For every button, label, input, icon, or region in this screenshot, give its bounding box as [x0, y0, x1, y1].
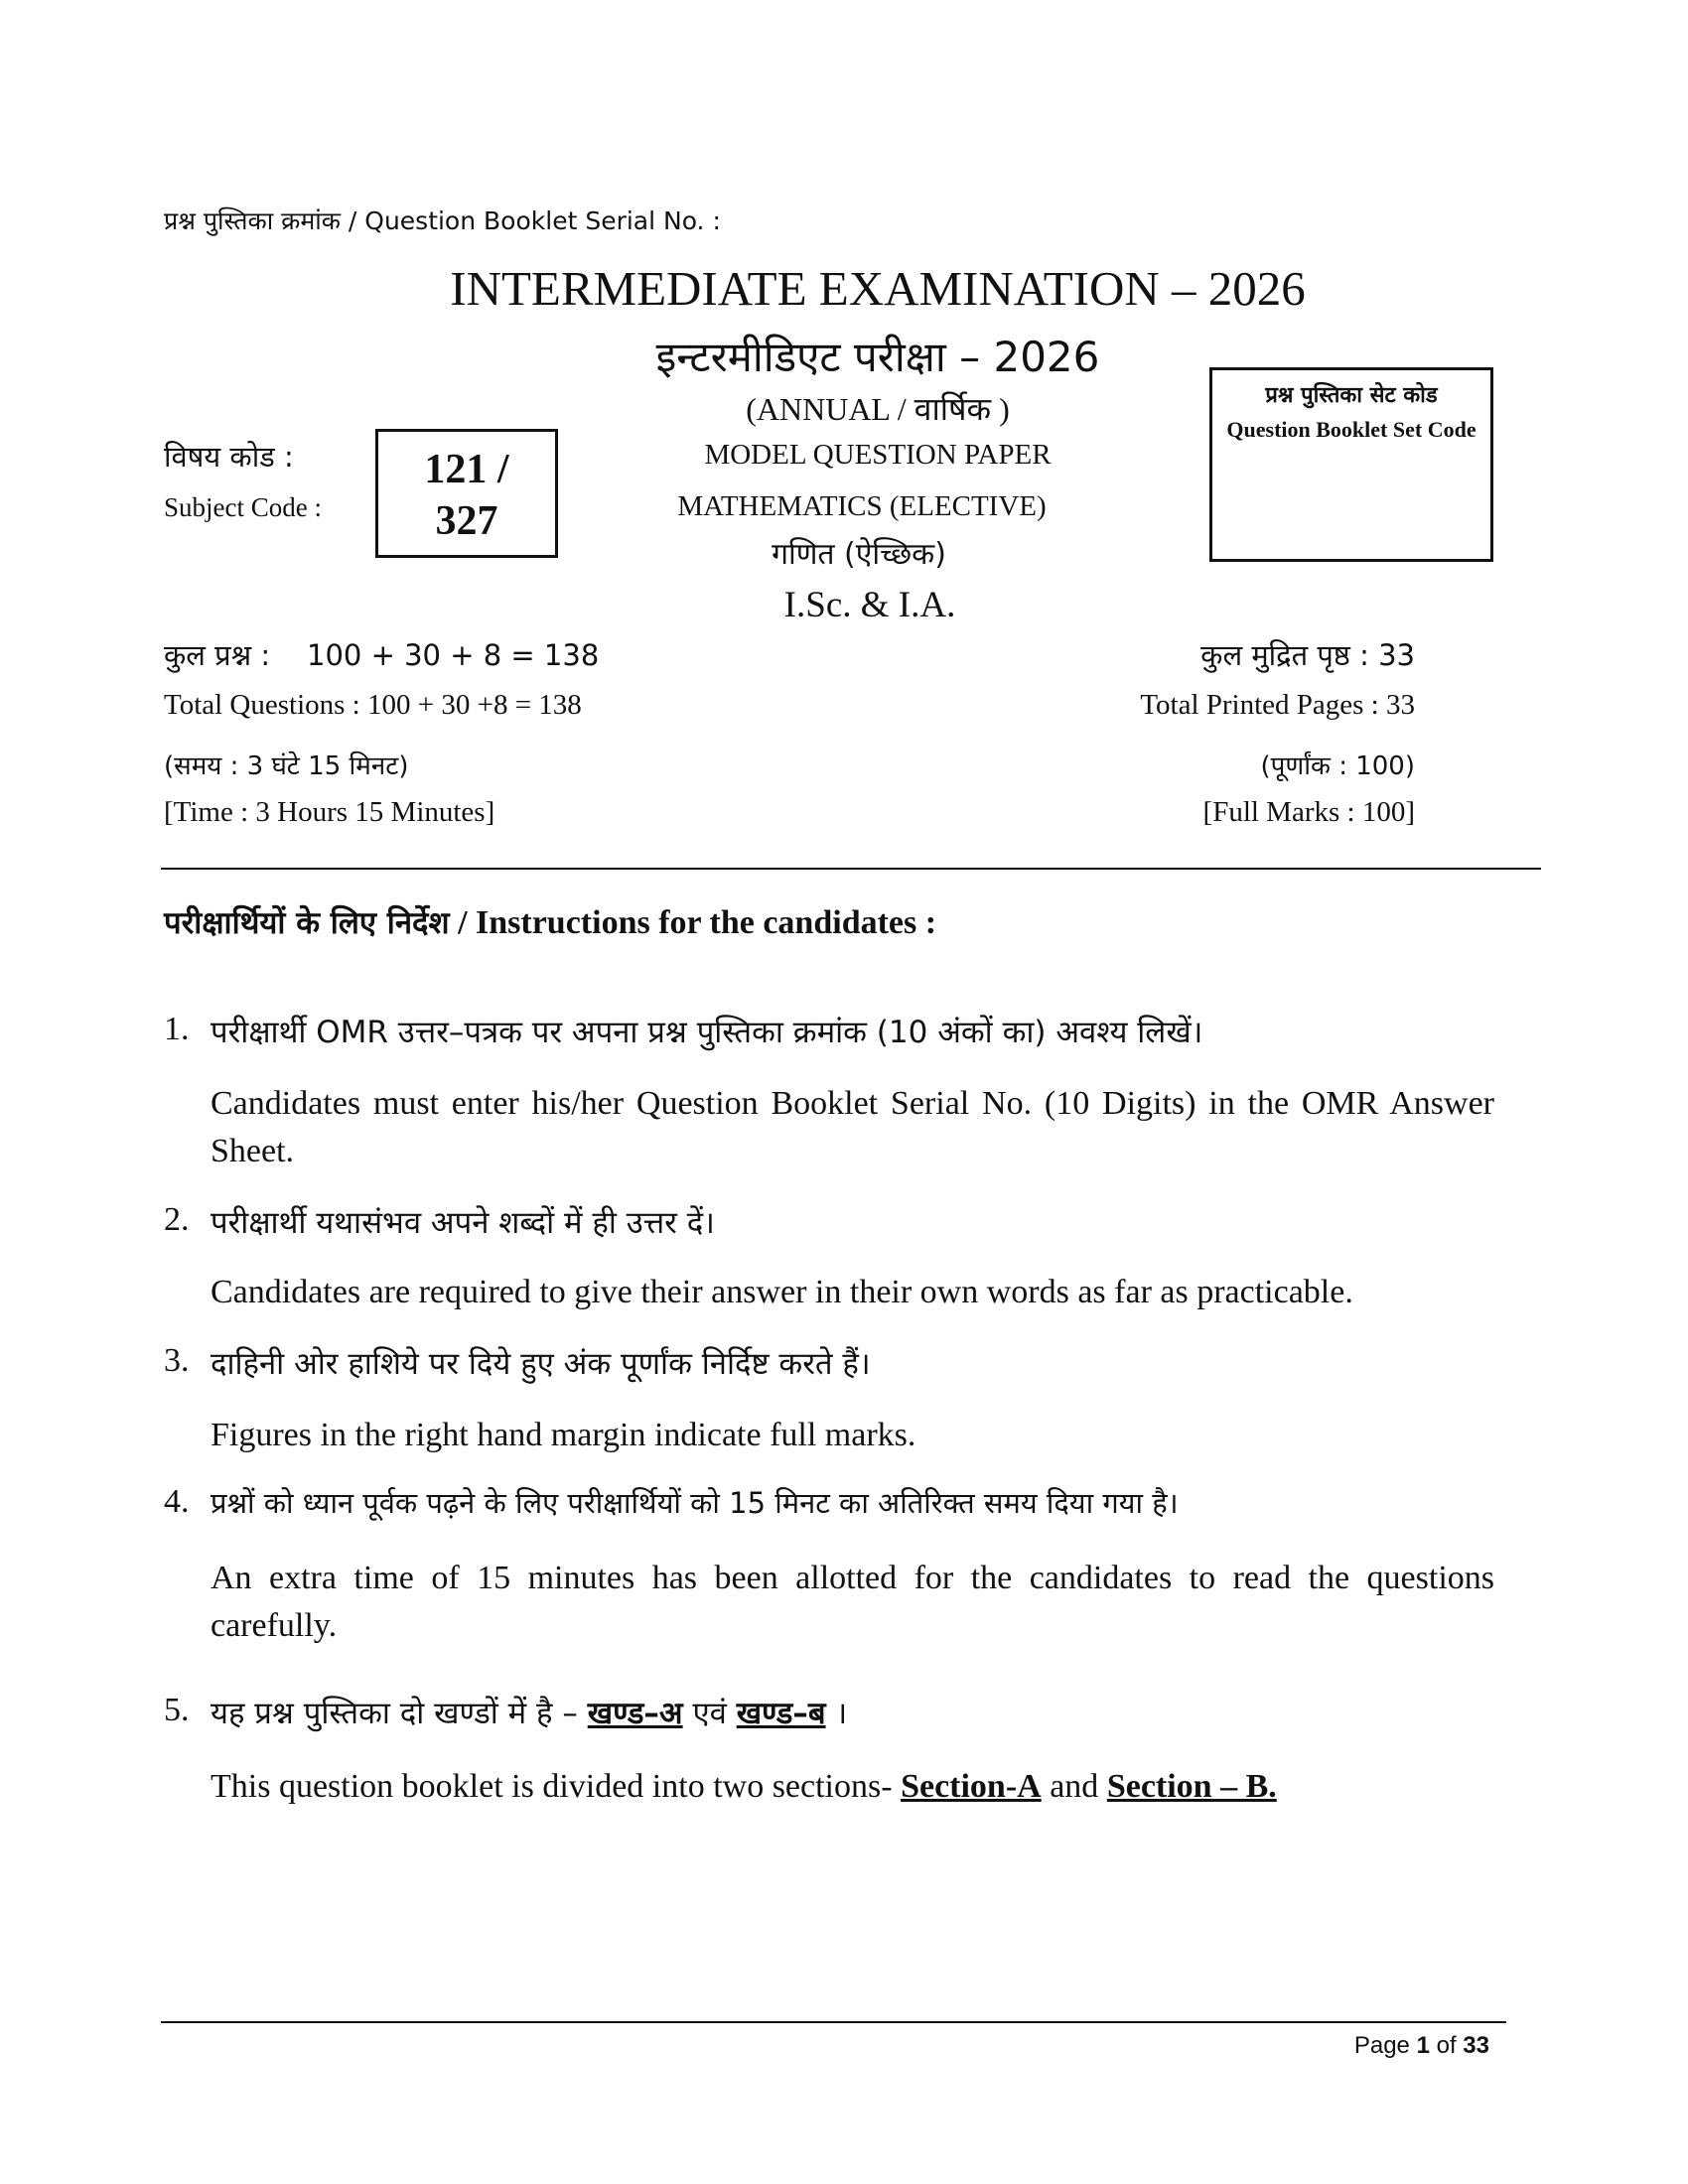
instruction-text-english: Candidates are required to give their answer in their own words as far as practicable.	[211, 1274, 1353, 1310]
subject-code-label-hindi: विषय कोड :	[164, 440, 294, 474]
total-questions-hindi: कुल प्रश्न : 100 + 30 + 8 = 138	[164, 638, 600, 672]
instruction-english-prefix: This question booklet is divided into two sections-	[211, 1768, 893, 1805]
of-word: of	[1436, 2032, 1457, 2059]
instruction-number: 3.	[164, 1342, 190, 1379]
section-a-hindi: खण्ड–अ	[587, 1696, 683, 1731]
instructions-heading	[164, 901, 936, 943]
instruction-number: 5.	[164, 1692, 190, 1728]
model-question-paper-label: MODEL QUESTION PAPER	[704, 439, 1052, 471]
section-b-hindi: खण्ड–ब	[736, 1696, 826, 1731]
instruction-text-english: Figures in the right hand margin indicate full marks.	[211, 1417, 916, 1453]
info-row-questions-hindi	[164, 635, 1415, 674]
total-pages-english: Total Printed Pages : 33	[1140, 689, 1415, 721]
full-marks-english: [Full Marks : 100]	[1202, 796, 1415, 828]
exam-title-hindi: इन्टरमीडिएट परीक्षा – 2026	[655, 333, 1100, 381]
instruction-text-hindi: दाहिनी ओर हाशिये पर दिये हुए अंक पूर्णांक निर्दिष्ट करते हैं।	[211, 1346, 871, 1382]
page-total: 33	[1463, 2032, 1489, 2059]
header-divider	[161, 868, 1541, 870]
set-code-label-hindi: प्रश्न पुस्तिका सेट कोड	[1265, 383, 1438, 408]
subject-name-hindi: गणित (ऐच्छिक)	[772, 537, 946, 572]
instruction-text-english: Candidates must enter his/her Question Booklet Serial No. (10 Digits) in the OMR Answer Sheet.	[211, 1085, 1494, 1169]
instructions-heading-hindi: परीक्षार्थियों के लिए निर्देश	[164, 905, 450, 941]
subject-code-label-english: Subject Code :	[164, 492, 322, 522]
time-english: [Time : 3 Hours 15 Minutes]	[164, 796, 495, 828]
info-row-questions-english	[164, 689, 1415, 722]
question-booklet-serial-label: प्रश्न पुस्तिका क्रमांक / Question Booklet Serial No. :	[164, 206, 721, 235]
instruction-text-english: An extra time of 15 minutes has been allotted for the candidates to read the questions carefully.	[211, 1560, 1494, 1644]
page-number	[1354, 2032, 1489, 2060]
total-questions-english: Total Questions : 100 + 30 +8 = 138	[164, 689, 582, 721]
instruction-text-hindi: प्रश्नों को ध्यान पूर्वक पढ़ने के लिए परीक्षार्थियों को 15 मिनट का अतिरिक्त समय दिया गया है।	[211, 1486, 1179, 1520]
booklet-set-code-box	[1209, 367, 1493, 562]
instruction-text-english	[211, 1763, 1494, 1811]
instruction-hindi-and: एवं	[692, 1696, 727, 1731]
exam-type: (ANNUAL / वार्षिक )	[746, 391, 1010, 427]
set-code-label-english: Question Booklet Set Code	[1226, 417, 1477, 442]
stream-label: I.Sc. & I.A.	[783, 585, 956, 625]
instructions-heading-english: / Instructions for the candidates :	[458, 904, 937, 941]
subject-code-line2: 327	[435, 498, 498, 544]
page-word: Page	[1353, 2032, 1410, 2059]
section-b-english: Section – B.	[1106, 1768, 1277, 1805]
instruction-hindi-prefix: यह प्रश्न पुस्तिका दो खण्डों में है –	[211, 1696, 578, 1731]
subject-name-english: MATHEMATICS (ELECTIVE)	[677, 490, 1047, 522]
time-hindi: (समय : 3 घंटे 15 मिनट)	[164, 751, 409, 781]
footer-divider	[161, 2021, 1506, 2023]
exam-title-english: INTERMEDIATE EXAMINATION – 2026	[450, 261, 1306, 316]
full-marks-hindi: (पूर्णांक : 100)	[1260, 751, 1415, 781]
total-pages-hindi: कुल मुद्रित पृष्ठ : 33	[1200, 638, 1415, 672]
instruction-number: 1.	[164, 1011, 190, 1047]
instruction-number: 2.	[164, 1201, 190, 1238]
instruction-text-hindi: परीक्षार्थी यथासंभव अपने शब्दों में ही उत्तर दें।	[211, 1205, 715, 1241]
instruction-english-and: and	[1050, 1768, 1099, 1805]
subject-code-box	[375, 429, 558, 558]
instruction-text-hindi	[211, 1692, 847, 1733]
page-current: 1	[1416, 2032, 1430, 2059]
section-a-english: Section-A	[901, 1768, 1042, 1805]
instruction-hindi-end: ।	[835, 1696, 848, 1731]
instruction-number: 4.	[164, 1483, 190, 1520]
info-row-time-hindi	[164, 747, 1415, 782]
info-row-time-english	[164, 796, 1415, 829]
instruction-text-hindi: परीक्षार्थी OMR उत्तर–पत्रक पर अपना प्रश्न पुस्तिका क्रमांक (10 अंकों का) अवश्य लिखें।	[211, 1015, 1203, 1050]
subject-code-line1: 121 /	[424, 447, 509, 492]
